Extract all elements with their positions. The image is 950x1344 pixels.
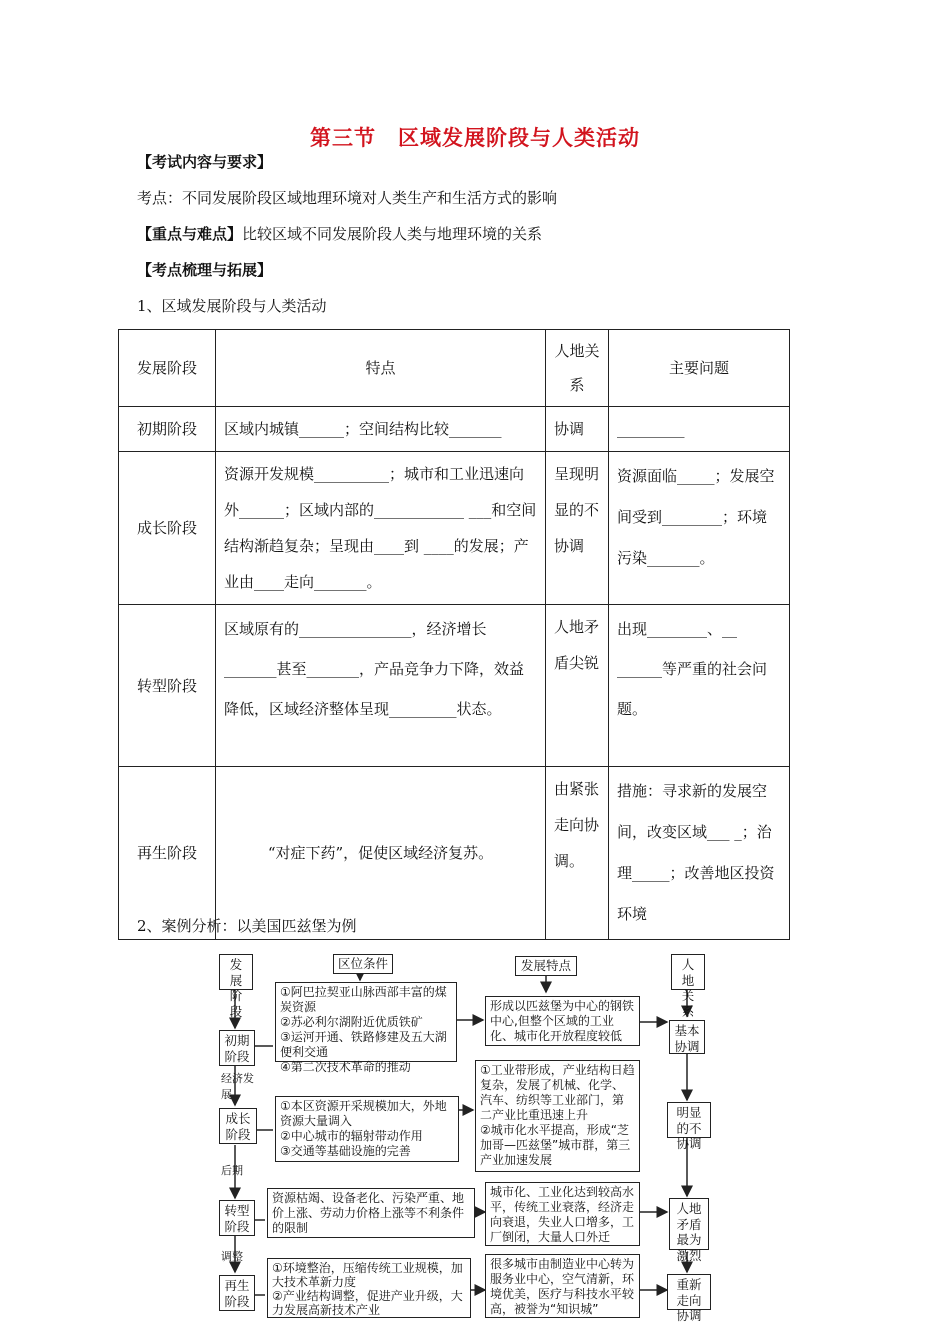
item2-heading: 2、案例分析：以美国匹兹堡为例 [137,917,357,935]
relation-cell: 人地矛盾尖锐 [546,605,609,767]
relation-box: 人地矛盾最为激烈 [669,1198,709,1250]
relation-cell: 由紧张走向协调。 [546,767,609,940]
item1-heading: 1、区域发展阶段与人类活动 [137,297,327,315]
stage-cell: 初期阶段 [119,407,216,452]
arrow-label: 经济发展 [221,1072,254,1101]
stage-cell: 再生阶段 [119,767,216,940]
pittsburgh-diagram [215,950,725,1323]
table-row [119,407,790,452]
key-label: 【重点与难点】 [137,225,243,243]
table-row [119,452,790,605]
problem-cell: 措施：寻求新的发展空间，改变区域___ _；治理_____；改善地区投资环境 [609,767,790,940]
page-title: 第三节 区域发展阶段与人类活动 [310,125,640,150]
diagram-head-location: 区位条件 [333,954,393,974]
location-box: ①本区资源开采规模加大，外地资源大量调入 ②中心城市的辐射带动作用 ③交通等基础设施的完善 [275,1096,459,1162]
diagram-head-feature: 发展特点 [515,956,577,976]
key-text: 比较区域不同发展阶段人类与地理环境的关系 [242,225,543,243]
location-box: ①环境整治，压缩传统工业规模，加大技术革新力度 ②产业结构调整，促进产业升级，大力发展高新技术产业 [267,1258,471,1318]
feature-cell: 区域内城镇______；空间结构比较_______ [216,407,546,452]
feature-box: 城市化、工业化达到较高水平，传统工业衰落，经济走向衰退，失业人口增多，工厂倒闭，大量人口外迁 [485,1182,640,1246]
stage-cell: 转型阶段 [119,605,216,767]
location-box: ①阿巴拉契亚山脉西部丰富的煤炭资源 ②苏必利尔湖附近优质铁矿 ③运河开通、铁路修建及五大湖便利交通 ④第二次技术革命的推动 [275,982,457,1062]
stage-box: 再生阶段 [219,1275,255,1311]
arrow-label: 调整 [221,1250,243,1263]
stage-table [118,329,790,940]
key-difficulty-line [137,224,542,244]
table-header-cell: 发展阶段 [119,330,216,407]
feature-box: 很多城市由制造业中心转为服务业中心，空气清新，环境优美，医疗与科技水平较高，被誉为“知识城” [485,1254,640,1318]
table-row [119,767,790,940]
table-row [119,605,790,767]
exam-point-text: 考点：不同发展阶段区域地理环境对人类生产和生活方式的影响 [137,189,558,207]
feature-box: ①工业带形成，产业结构日趋复杂，发展了机械、化学、汽车、纺织等工业部门，第二产业比重迅速上升 ②城市化水平提高，形成“芝加哥—匹兹堡”城市群，第三产业加速发展 [475,1060,640,1172]
relation-box: 重新走向协调 [667,1274,711,1310]
feature-box: 形成以匹兹堡为中心的钢铁中心,但整个区域的工业化、城市化开放程度较低 [485,996,640,1046]
stage-box: 成长阶段 [219,1108,257,1144]
relation-cell: 协调 [546,407,609,452]
table-header-cell: 特点 [216,330,546,407]
arrow-label: 后期 [221,1164,243,1177]
diagram-head-relation: 人地关系 [671,954,705,990]
section-review-heading: 【考点梳理与拓展】 [137,261,273,279]
table-header-row [119,330,790,407]
stage-cell: 成长阶段 [119,452,216,605]
feature-cell: 区域原有的_______________，经济增长_______甚至_______，产品竞争力下降，效益降低，区域经济整体呈现_________状态。 [216,605,546,767]
feature-cell: 资源开发规模__________；城市和工业迅速向外______；区域内部的____________ ___和空间结构渐趋复杂；呈现由____到 ____的发展；产业由____走向_______。 [216,452,546,605]
table-header-cell: 人地关系 [546,330,609,407]
relation-box: 基本协调 [669,1020,705,1054]
problem-cell: _________ [609,407,790,452]
feature-cell: “对症下药”，促使区域经济复苏。 [216,767,546,940]
table-header-cell: 主要问题 [609,330,790,407]
diagram-head-stage: 发展阶段 [219,954,253,990]
problem-cell: 资源面临_____；发展空间受到________；环境污染_______。 [609,452,790,605]
relation-cell: 呈现明显的不协调 [546,452,609,605]
section-exam-heading: 【考试内容与要求】 [137,153,273,171]
relation-box: 明显的不协调 [667,1102,711,1138]
location-box: 资源枯竭、设备老化、污染严重、地价上涨、劳动力价格上涨等不利条件的限制 [267,1188,475,1238]
problem-cell: 出现________、__ ______等严重的社会问题。 [609,605,790,767]
stage-box: 初期阶段 [219,1030,255,1066]
stage-box: 转型阶段 [219,1200,255,1236]
